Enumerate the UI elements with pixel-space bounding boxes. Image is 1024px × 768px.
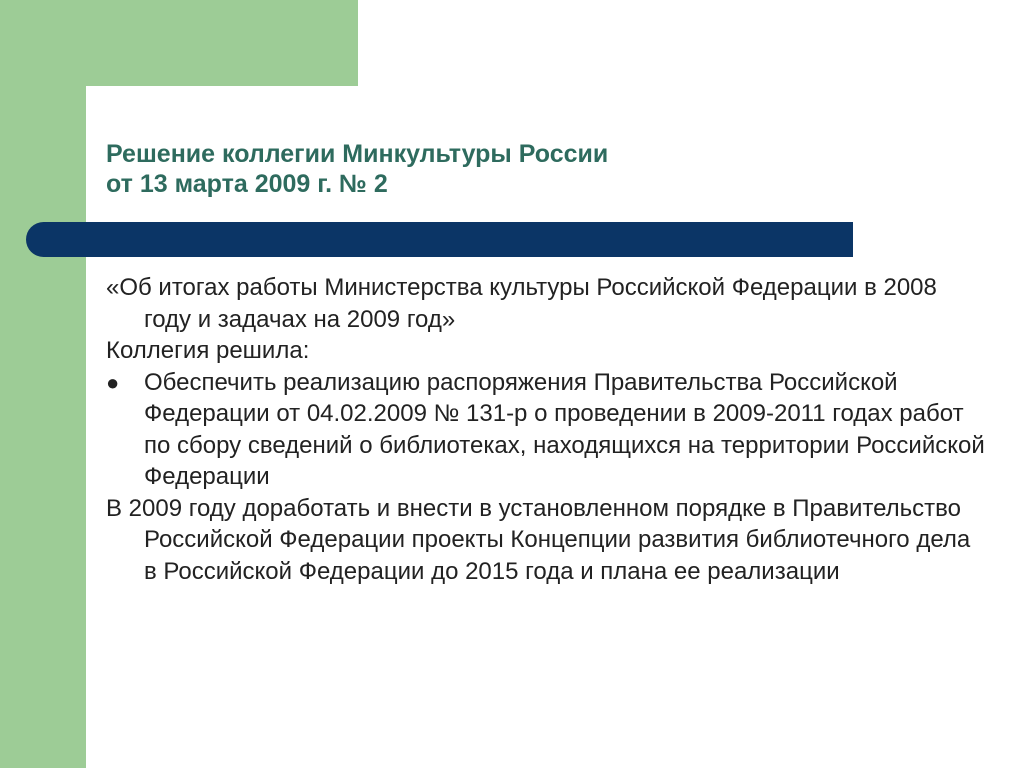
slide-body [106,272,986,587]
bullet-text: Обеспечить реализацию распоряжения Правительства Российской Федерации от 04.02.2009 № 131-р о проведении в 2009-2011 годах работ по сбору сведений о библиотеках, находящихся на территории Российской Федерации [144,368,985,490]
slide-title-line-1: Решение коллегии Минкультуры России [106,140,609,168]
bullet-dot-icon: ● [106,369,120,395]
decor-rounded-corner [86,86,146,146]
bullet-item [106,367,986,493]
paragraph-decided: Коллегия решила: [106,337,310,364]
slide-title [106,139,806,199]
paragraph-intro: «Об итогах работы Министерства культуры Российской Федерации в 2008 году и задачах на 2009 год» [106,274,937,333]
decor-green-top-band [0,0,358,86]
paragraph-final: В 2009 году доработать и внести в установленном порядке в Правительство Российской Федерации проекты Концепции развития библиотечного дела в Российской Федерации до 2015 года и плана ее реализации [106,494,971,585]
decor-green-left-band [0,0,86,768]
decor-blue-bar [26,222,853,257]
slide-title-line-2: от 13 марта 2009 г. № 2 [106,170,388,198]
